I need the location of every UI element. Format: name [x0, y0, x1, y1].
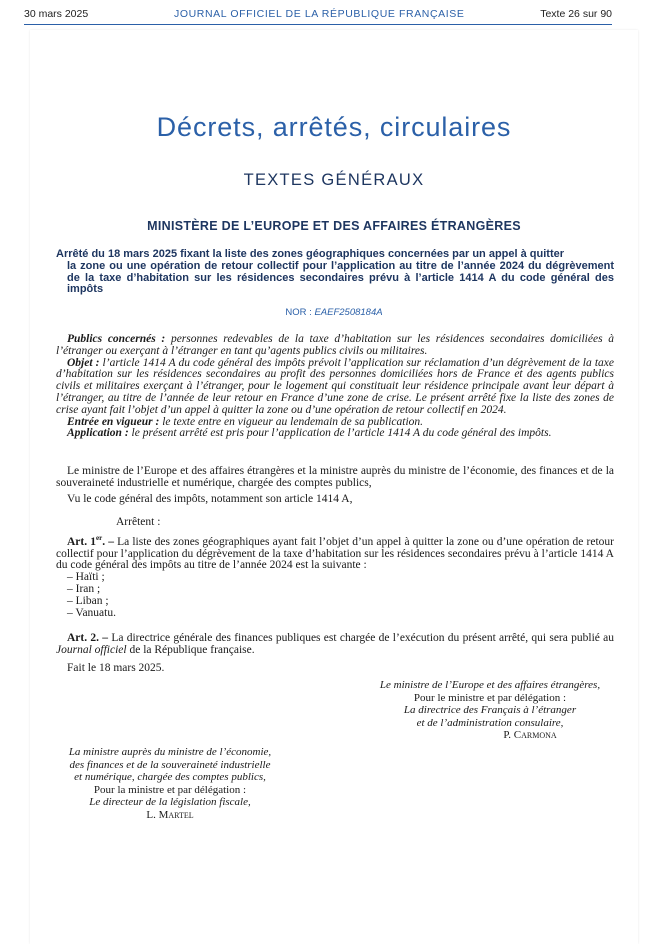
application-label: Application :: [67, 427, 129, 440]
vu-clause: Vu le code général des impôts, notamment son article 1414 A,: [67, 493, 353, 505]
list-item: – Liban ;: [67, 594, 109, 607]
article-2-label: Art. 2. –: [67, 632, 109, 644]
section-title: Décrets, arrêtés, circulaires: [156, 112, 512, 142]
page-header: [24, 8, 612, 22]
preamble: Le ministre de l’Europe et des affaires étrangères et la ministre auprès du ministre de l’économie, des finances et de la souveraineté industrielle et numérique, chargée des comptes publics,: [56, 465, 614, 489]
nor-reference: [0, 307, 668, 318]
signature-left: La ministre auprès du ministre de l’économie, des finances et de la souveraineté industrielle et numérique, chargée des comptes publics, Pour la ministre et par délégation : Le directeur de la législation fiscale, L. Martel: [30, 746, 310, 822]
entree-text: le texte entre en vigueur au lendemain de sa publication.: [159, 415, 424, 428]
article-1-body: La liste des zones géographiques ayant fait l’objet d’un appel à quitter la zone ou d’une opération de retour collectif pour l’application du dégrèvement de la taxe d’habitation sur les résidences secondaires prévu à l’article 1414 A du code général des impôts au titre de l’année 2024 est la suivante :: [56, 535, 614, 572]
signature-right: Le ministre de l’Europe et des affaires étrangères, Pour le ministre et par délégation : La directrice des Français à l’étranger et de l’administration consulaire, P. Carmona: [340, 679, 640, 742]
article-1: [56, 533, 614, 619]
objet-label: Objet :: [67, 356, 100, 369]
fait-le: Fait le 18 mars 2025.: [67, 662, 165, 674]
subsection-title: TEXTES GÉNÉRAUX: [243, 171, 425, 189]
list-item: – Vanuatu.: [67, 606, 116, 619]
notice-application: [56, 428, 614, 440]
arrete-title: [56, 249, 614, 296]
notice-objet: [56, 358, 614, 417]
publication-date: 30 mars 2025: [24, 8, 89, 20]
article-1-text: [56, 533, 614, 572]
application-text: le présent arrêté est pris pour l’application de l’article 1414 A du code général des impôts.: [128, 427, 552, 440]
article-2: Art. 2. – La directrice générale des finances publiques est chargée de l’exécution du présent arrêté, qui sera publié au Journal officiel de la République française.: [56, 632, 614, 656]
article-1-label: Art. 1er. –: [67, 534, 114, 548]
header-rule: [24, 24, 612, 25]
ministry-title: MINISTÈRE DE L’EUROPE ET DES AFFAIRES ÉTRANGÈRES: [147, 219, 521, 233]
notice-block: [56, 334, 614, 440]
publics-text: personnes redevables de la taxe d’habitation sur les résidences secondaires domiciliées à l’étranger ou exerçant à l’étranger en tant qu’agents publics civils ou militaires.: [56, 333, 614, 357]
list-item: – Haïti ;: [67, 571, 105, 584]
text-number: Texte 26 sur 90: [540, 8, 612, 20]
journal-name: JOURNAL OFFICIEL DE LA RÉPUBLIQUE FRANÇAISE: [174, 8, 465, 20]
journal-officiel-ref: Journal officiel: [56, 643, 127, 656]
signatory-name: P. Carmona: [503, 729, 557, 742]
publics-label: Publics concernés :: [67, 333, 166, 345]
nor-label: NOR :: [285, 307, 315, 318]
objet-text: l’article 1414 A du code général des impôts prévoit l’application sur réclamation d’un dégrèvement de la taxe d’habitation sur les résidences secondaires au profit des personnes domiciliées hors de France et des agents publics civils et militaires exerçant à l’étranger, pour le logement qui constituait leur résidence principale avant leur départ à l’étranger, au titre de l’année de leur retour en France d’une zone de crise. Le présent arrêté fixe la liste des zones de crise ayant fait l’objet d’un appel à quitter la zone ou d’une opération de retour collectif en 2024.: [56, 356, 614, 416]
notice-publics: [56, 334, 614, 358]
arretent: Arrêtent :: [116, 516, 161, 528]
arrete-title-line1: Arrêté du 18 mars 2025 fixant la liste des zones géographiques concernées par un appel à quitter: [56, 248, 565, 260]
arrete-title-rest: la zone ou une opération de retour collectif pour l’application au titre de l’année 2024 du dégrèvement de la taxe d’habitation sur les résidences secondaires prévu à l’article 1414 A du code général des impôts: [67, 259, 614, 296]
nor-code: EAEF2508184A: [314, 307, 383, 318]
entree-label: Entrée en vigueur :: [67, 415, 160, 428]
signatory-name: L. Martel: [146, 808, 194, 821]
list-item: – Iran ;: [67, 583, 101, 596]
